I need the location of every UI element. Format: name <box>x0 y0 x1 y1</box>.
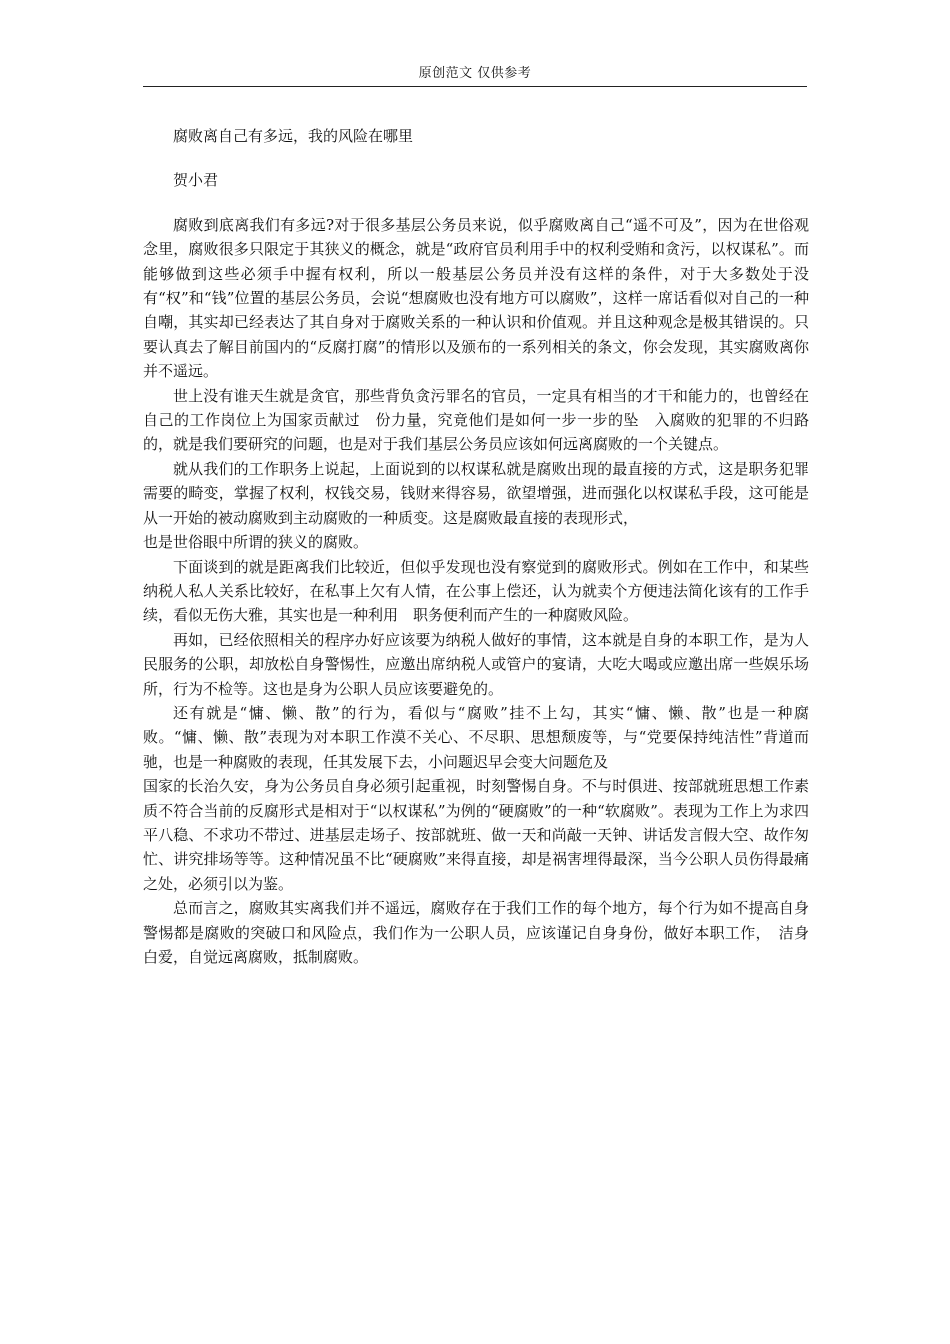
paragraph-6: 再如，已经依照相关的程序办好应该要为纳税人做好的事情，这本就是自身的本职工作，是为人民服务的公职，却放松自身警惕性，应邀出席纳税人或管户的宴请，大吃大喝或应邀出席一些娱乐场所，行为不检等。这也是身为公职人员应该要避免的。 <box>143 630 809 698</box>
paragraph-3: 就从我们的工作职务上说起，上面说到的以权谋私就是腐败出现的最直接的方式，这是职务犯罪需要的畸变，掌握了权利，权钱交易，钱财来得容易，欲望增强，进而强化以权谋私手段，这可能是从一开始的被动腐败到主动腐败的一种质变。这是腐败最直接的表现形式， <box>143 459 809 527</box>
article-body <box>143 124 809 969</box>
paragraph-1: 腐败到底离我们有多远?对于很多基层公务员来说，似乎腐败离自己“遥不可及”，因为在世俗观念里，腐败很多只限定于其狭义的概念，就是“政府官员利用手中的权利受贿和贪污，以权谋私”。而能够做到这些必须手中握有权利，所以一般基层公务员并没有这样的条件，对于大多数处于没有“权”和“钱”位置的基层公务员，会说“想腐败也没有地方可以腐败”，这样一席话看似对自己的一种自嘲，其实却已经表达了其自身对于腐败关系的一种认识和价值观。并且这种观念是极其错误的。只要认真去了解目前国内的“反腐打腐”的情形以及颁布的一系列相关的条文，你会发现，其实腐败离你并不遥远。 <box>143 215 809 381</box>
header-text: 原创范文 仅供参考 <box>418 66 532 81</box>
article-author: 贺小君 <box>173 171 219 190</box>
paragraph-2: 世上没有谁天生就是贪官，那些背负贪污罪名的官员，一定具有相当的才干和能力的，也曾经在自己的工作岗位上为国家贡献过 份力量，究竟他们是如何一步一步的坠 入腐败的犯罪的不归路的，就是我们要研究的问题，也是对于我们基层公务员应该如何远离腐败的一个关键点。 <box>143 386 809 454</box>
paragraph-9: 总而言之，腐败其实离我们并不遥远，腐败存在于我们工作的每个地方，每个行为如不提高自身警惕都是腐败的突破口和风险点，我们作为一公职人员，应该谨记自身身份，做好本职工作， 洁身白爱，自觉远离腐败，抵制腐败。 <box>143 899 809 966</box>
paragraph-5: 下面谈到的就是距离我们比较近，但似乎发现也没有察觉到的腐败形式。例如在工作中，和某些纳税人私人关系比较好，在私事上欠有人情，在公事上偿还，认为就卖个方便违法简化该有的工作手续，看似无伤大雅，其实也是一种利用 职务便利而产生的一种腐败风险。 <box>143 557 809 625</box>
page-header <box>143 64 807 87</box>
article-title: 腐败离自己有多远，我的风险在哪里 <box>173 127 414 145</box>
paragraph-7: 还有就是“慵、懒、散”的行为，看似与“腐败”挂不上勾，其实“慵、懒、散”也是一种腐败。“慵、懒、散”表现为对本职工作漠不关心、不尽职、思想颓废等，与“党要保持纯洁性”背道而驰，也是一种腐败的表现，任其发展下去，小问题迟早会变大问题危及 <box>143 703 809 771</box>
paragraph-4: 也是世俗眼中所谓的狭义的腐败。 <box>143 533 369 552</box>
paragraph-8: 国家的长治久安，身为公务员自身必须引起重视，时刻警惕自身。不与时俱进、按部就班思想工作素质不符合当前的反腐形式是相对于“以权谋私”为例的“硬腐败”的一种“软腐败”。表现为工作上为求四平八稳、不求功不带过、进基层走场子、按部就班、做一天和尚敲一天钟、讲话发言假大空、故作匆忙、讲究排场等等。这种情况虽不比“硬腐败”来得直接，却是祸害埋得最深，当今公职人员伤得最痛之处，必须引以为鉴。 <box>143 777 809 893</box>
